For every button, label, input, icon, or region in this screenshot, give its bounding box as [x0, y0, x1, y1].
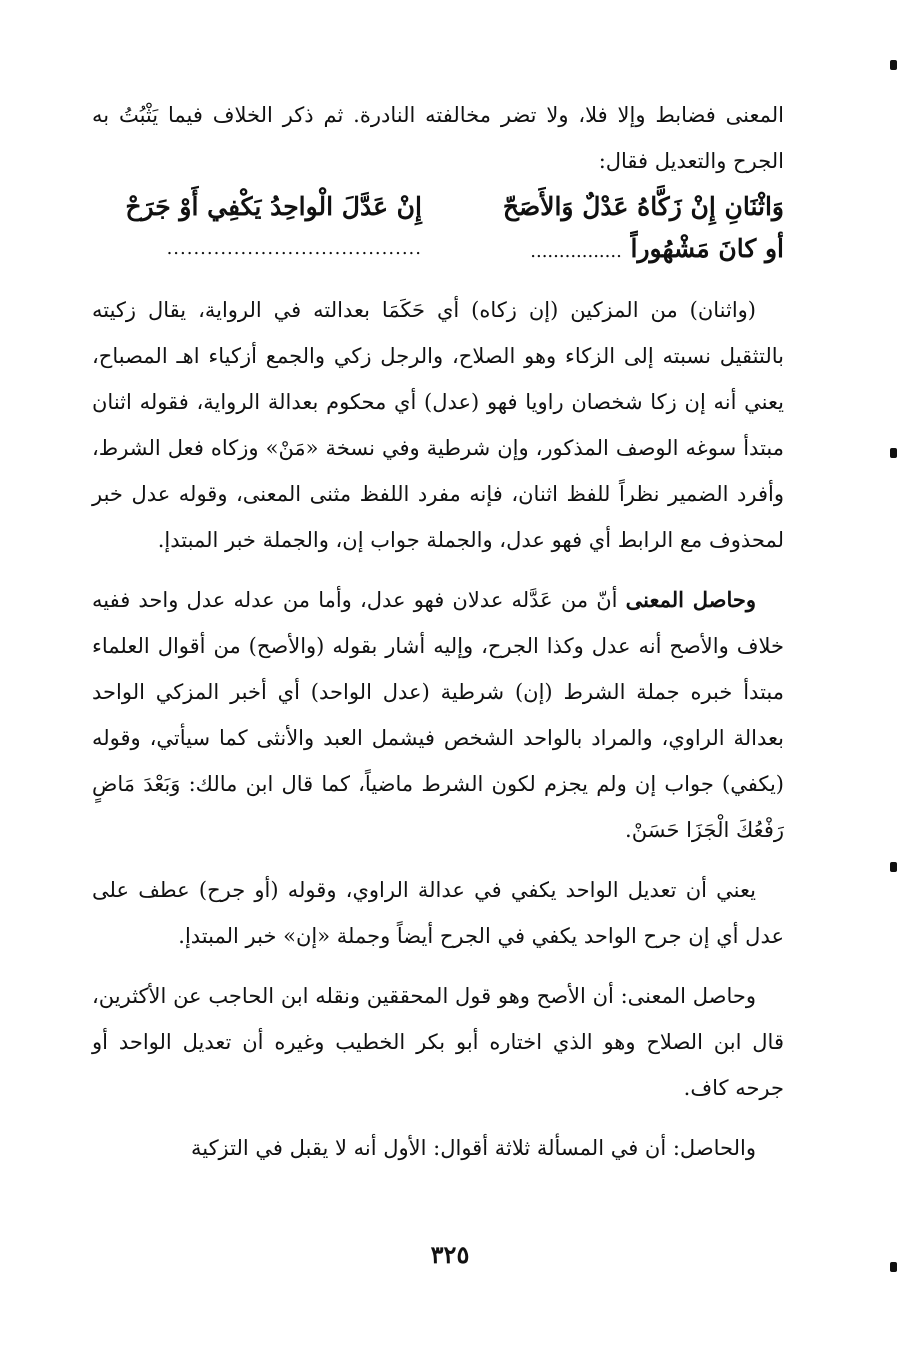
paragraph-text: (واثنان) من المزكين (إن زكاه) أي حَكَمَا بعدالته في الرواية، يقال زكيته بالتثقيل نسبته إلى الزكاء وهو الصلاح، والرجل زكي والجمع أزكياء اهـ المصباح، يعني أنه إن زكا شخصان راويا فهو (عدل) أي محكوم بعدالة الرواية، فقوله اثنان مبتدأ سوغه الوصف المذكور، وإن شرطية وفي نسخة «مَنْ» وزكاه فعل الشرط، وأفرد الضمير نظراً للفظ اثنان، فإنه مفرد اللفظ مثنى المعنى، وقوله عدل خبر لمحذوف مع الرابط أي فهو عدل، والجملة جواب إن، والجملة خبر المبتدإ.	[92, 298, 784, 552]
commentary-paragraph-2	[92, 577, 784, 853]
verse-left-dots: ......................................	[166, 238, 422, 259]
edge-mark	[890, 862, 897, 872]
verse-second-hemistich	[92, 186, 422, 273]
commentary-paragraph-4	[92, 973, 784, 1111]
verse-right-line2: أو كانَ مَشْهُوراً	[630, 234, 784, 263]
verse-right-line1: وَاثْنَانِ إِنْ زَكَّاهُ عَدْلٌ وَالأَصَحّ	[502, 192, 784, 221]
page-body	[92, 92, 784, 1171]
page-number: ٣٢٥	[430, 1240, 470, 1269]
verse-block	[92, 186, 784, 273]
commentary-paragraph-1	[92, 287, 784, 563]
verse-first-hemistich	[454, 186, 784, 273]
paragraph-text: وحاصل المعنى: أن الأصح وهو قول المحققين ونقله ابن الحاجب عن الأكثرين، قال ابن الصلاح وهو الذي اختاره أبو بكر الخطيب وغيره أن تعديل الواحد أو جرحه كاف.	[92, 984, 784, 1100]
paragraph-text: يعني أن تعديل الواحد يكفي في عدالة الراوي، وقوله (أو جرح) عطف على عدل أي إن جرح الواحد يكفي في الجرح أيضاً وجملة «إن» خبر المبتدإ.	[92, 878, 784, 948]
paragraph-text: والحاصل: أن في المسألة ثلاثة أقوال: الأول أنه لا يقبل في التزكية	[190, 1136, 756, 1160]
edge-mark	[890, 1262, 897, 1272]
paragraph-lead: وحاصل المعنى	[625, 587, 757, 612]
commentary-paragraph-5	[92, 1125, 784, 1171]
edge-mark	[890, 448, 897, 458]
intro-text: المعنى فضابط وإلا فلا، ولا تضر مخالفته النادرة. ثم ذكر الخلاف فيما يَثْبُتُ به الجرح والتعديل فقال:	[92, 103, 784, 173]
verse-right-dots: ................	[530, 241, 622, 262]
verse-left-line1: إِنْ عَدَّلَ الْواحِدُ يَكْفِي أَوْ جَرَحْ	[125, 192, 422, 221]
paragraph-text: أنّ من عَدَّله عدلان فهو عدل، وأما من عدله عدل واحد ففيه خلاف والأصح أنه عدل وكذا الجرح، وإليه أشار بقوله (والأصح) من أقوال العلماء مبتدأ خبره جملة الشرط (إن) شرطية (عدل الواحد) أي أخبر المزكي الواحد بعدالة الراوي، والمراد بالواحد الشخص فيشمل العبد والأنثى كما سيأتي، وقوله (يكفي) جواب إن ولم يجزم لكون الشرط ماضياً، كما قال ابن مالك: وَبَعْدَ مَاضٍ رَفْعُكَ الْجَزَا حَسَنْ.	[92, 588, 784, 842]
commentary-paragraph-3	[92, 867, 784, 959]
edge-mark	[890, 60, 897, 70]
